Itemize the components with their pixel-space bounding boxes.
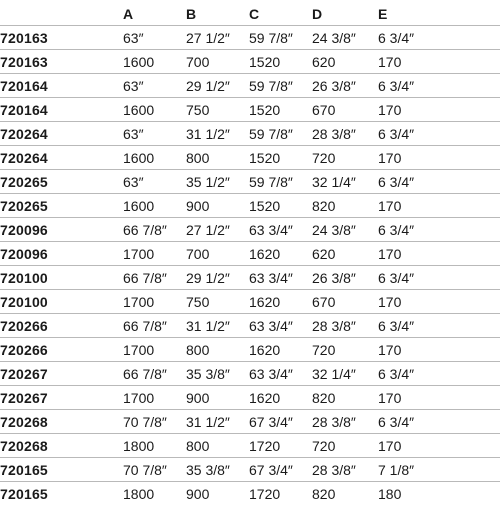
d-value-cell: 24 3/8″ — [312, 218, 378, 242]
model-code-cell: 720096 — [0, 218, 123, 242]
model-code-cell: 720268 — [0, 410, 123, 434]
c-value-cell: 67 3/4″ — [249, 410, 312, 434]
e-value-cell: 6 3/4″ — [378, 218, 500, 242]
e-value-cell: 170 — [378, 290, 500, 314]
b-value-cell: 31 1/2″ — [186, 410, 249, 434]
model-code-cell: 720265 — [0, 194, 123, 218]
model-code-cell: 720265 — [0, 170, 123, 194]
d-value-cell: 820 — [312, 482, 378, 505]
a-value-cell: 1600 — [123, 50, 186, 74]
d-value-cell: 720 — [312, 338, 378, 362]
table-row — [0, 194, 500, 218]
c-value-cell: 1620 — [249, 386, 312, 410]
d-value-cell: 720 — [312, 434, 378, 458]
c-value-cell: 67 3/4″ — [249, 458, 312, 482]
e-value-cell: 6 3/4″ — [378, 266, 500, 290]
table-row — [0, 266, 500, 290]
e-value-cell: 170 — [378, 146, 500, 170]
model-code-cell: 720100 — [0, 266, 123, 290]
c-value-cell: 1720 — [249, 482, 312, 505]
a-value-cell: 70 7/8″ — [123, 458, 186, 482]
a-value-cell: 66 7/8″ — [123, 218, 186, 242]
e-value-cell: 7 1/8″ — [378, 458, 500, 482]
d-value-cell: 820 — [312, 386, 378, 410]
d-value-cell: 620 — [312, 242, 378, 266]
d-value-cell: 820 — [312, 194, 378, 218]
c-value-cell: 1620 — [249, 242, 312, 266]
e-value-cell: 6 3/4″ — [378, 410, 500, 434]
e-value-cell: 170 — [378, 194, 500, 218]
a-value-cell: 1700 — [123, 242, 186, 266]
d-value-cell: 620 — [312, 50, 378, 74]
model-code-cell: 720163 — [0, 50, 123, 74]
model-code-cell: 720266 — [0, 338, 123, 362]
e-value-cell: 6 3/4″ — [378, 26, 500, 50]
b-value-cell: 750 — [186, 290, 249, 314]
model-code-cell: 720266 — [0, 314, 123, 338]
c-value-cell: 1620 — [249, 290, 312, 314]
table-row — [0, 410, 500, 434]
table-row — [0, 50, 500, 74]
table-row — [0, 386, 500, 410]
a-value-cell: 63″ — [123, 74, 186, 98]
d-value-cell: 32 1/4″ — [312, 362, 378, 386]
column-header-d: D — [312, 0, 378, 26]
b-value-cell: 800 — [186, 434, 249, 458]
model-code-cell: 720100 — [0, 290, 123, 314]
b-value-cell: 35 1/2″ — [186, 170, 249, 194]
table-row — [0, 218, 500, 242]
table-row — [0, 458, 500, 482]
c-value-cell: 59 7/8″ — [249, 26, 312, 50]
column-header-model — [0, 0, 123, 26]
a-value-cell: 1700 — [123, 338, 186, 362]
e-value-cell: 170 — [378, 386, 500, 410]
b-value-cell: 800 — [186, 338, 249, 362]
a-value-cell: 63″ — [123, 122, 186, 146]
model-code-cell: 720264 — [0, 122, 123, 146]
a-value-cell: 1600 — [123, 194, 186, 218]
model-code-cell: 720164 — [0, 74, 123, 98]
c-value-cell: 63 3/4″ — [249, 362, 312, 386]
table-row — [0, 482, 500, 505]
table-row — [0, 74, 500, 98]
d-value-cell: 28 3/8″ — [312, 458, 378, 482]
table-row — [0, 98, 500, 122]
c-value-cell: 59 7/8″ — [249, 122, 312, 146]
d-value-cell: 28 3/8″ — [312, 410, 378, 434]
column-header-e: E — [378, 0, 500, 26]
table-row — [0, 434, 500, 458]
a-value-cell: 63″ — [123, 170, 186, 194]
table-row — [0, 170, 500, 194]
a-value-cell: 1800 — [123, 434, 186, 458]
e-value-cell: 6 3/4″ — [378, 74, 500, 98]
column-header-a: A — [123, 0, 186, 26]
c-value-cell: 1620 — [249, 338, 312, 362]
d-value-cell: 24 3/8″ — [312, 26, 378, 50]
c-value-cell: 59 7/8″ — [249, 170, 312, 194]
model-code-cell: 720267 — [0, 362, 123, 386]
b-value-cell: 31 1/2″ — [186, 122, 249, 146]
e-value-cell: 170 — [378, 242, 500, 266]
table-row — [0, 362, 500, 386]
e-value-cell: 6 3/4″ — [378, 362, 500, 386]
b-value-cell: 700 — [186, 242, 249, 266]
model-code-cell: 720267 — [0, 386, 123, 410]
c-value-cell: 1520 — [249, 194, 312, 218]
b-value-cell: 900 — [186, 386, 249, 410]
b-value-cell: 35 3/8″ — [186, 362, 249, 386]
d-value-cell: 32 1/4″ — [312, 170, 378, 194]
e-value-cell: 170 — [378, 338, 500, 362]
b-value-cell: 31 1/2″ — [186, 314, 249, 338]
table-row — [0, 26, 500, 50]
model-code-cell: 720164 — [0, 98, 123, 122]
e-value-cell: 170 — [378, 434, 500, 458]
b-value-cell: 750 — [186, 98, 249, 122]
b-value-cell: 900 — [186, 482, 249, 505]
b-value-cell: 27 1/2″ — [186, 218, 249, 242]
a-value-cell: 66 7/8″ — [123, 314, 186, 338]
c-value-cell: 63 3/4″ — [249, 266, 312, 290]
b-value-cell: 27 1/2″ — [186, 26, 249, 50]
table-row — [0, 290, 500, 314]
d-value-cell: 26 3/8″ — [312, 74, 378, 98]
b-value-cell: 900 — [186, 194, 249, 218]
a-value-cell: 1700 — [123, 290, 186, 314]
model-code-cell: 720165 — [0, 482, 123, 505]
a-value-cell: 70 7/8″ — [123, 410, 186, 434]
e-value-cell: 6 3/4″ — [378, 122, 500, 146]
table-row — [0, 146, 500, 170]
column-header-b: B — [186, 0, 249, 26]
b-value-cell: 700 — [186, 50, 249, 74]
a-value-cell: 66 7/8″ — [123, 266, 186, 290]
c-value-cell: 1520 — [249, 98, 312, 122]
model-code-cell: 720163 — [0, 26, 123, 50]
header-row — [0, 0, 500, 26]
e-value-cell: 6 3/4″ — [378, 314, 500, 338]
c-value-cell: 59 7/8″ — [249, 74, 312, 98]
table-row — [0, 314, 500, 338]
model-code-cell: 720268 — [0, 434, 123, 458]
d-value-cell: 720 — [312, 146, 378, 170]
a-value-cell: 1700 — [123, 386, 186, 410]
e-value-cell: 170 — [378, 98, 500, 122]
column-header-c: C — [249, 0, 312, 26]
b-value-cell: 800 — [186, 146, 249, 170]
e-value-cell: 6 3/4″ — [378, 170, 500, 194]
table-row — [0, 338, 500, 362]
c-value-cell: 63 3/4″ — [249, 314, 312, 338]
a-value-cell: 1600 — [123, 146, 186, 170]
a-value-cell: 63″ — [123, 26, 186, 50]
d-value-cell: 28 3/8″ — [312, 314, 378, 338]
model-code-cell: 720264 — [0, 146, 123, 170]
table-row — [0, 122, 500, 146]
d-value-cell: 26 3/8″ — [312, 266, 378, 290]
model-code-cell: 720165 — [0, 458, 123, 482]
b-value-cell: 29 1/2″ — [186, 74, 249, 98]
a-value-cell: 1800 — [123, 482, 186, 505]
c-value-cell: 1720 — [249, 434, 312, 458]
c-value-cell: 63 3/4″ — [249, 218, 312, 242]
d-value-cell: 670 — [312, 98, 378, 122]
a-value-cell: 66 7/8″ — [123, 362, 186, 386]
a-value-cell: 1600 — [123, 98, 186, 122]
table-row — [0, 242, 500, 266]
model-code-cell: 720096 — [0, 242, 123, 266]
d-value-cell: 28 3/8″ — [312, 122, 378, 146]
table-body — [0, 26, 500, 505]
c-value-cell: 1520 — [249, 146, 312, 170]
e-value-cell: 180 — [378, 482, 500, 505]
b-value-cell: 35 3/8″ — [186, 458, 249, 482]
e-value-cell: 170 — [378, 50, 500, 74]
b-value-cell: 29 1/2″ — [186, 266, 249, 290]
d-value-cell: 670 — [312, 290, 378, 314]
c-value-cell: 1520 — [249, 50, 312, 74]
